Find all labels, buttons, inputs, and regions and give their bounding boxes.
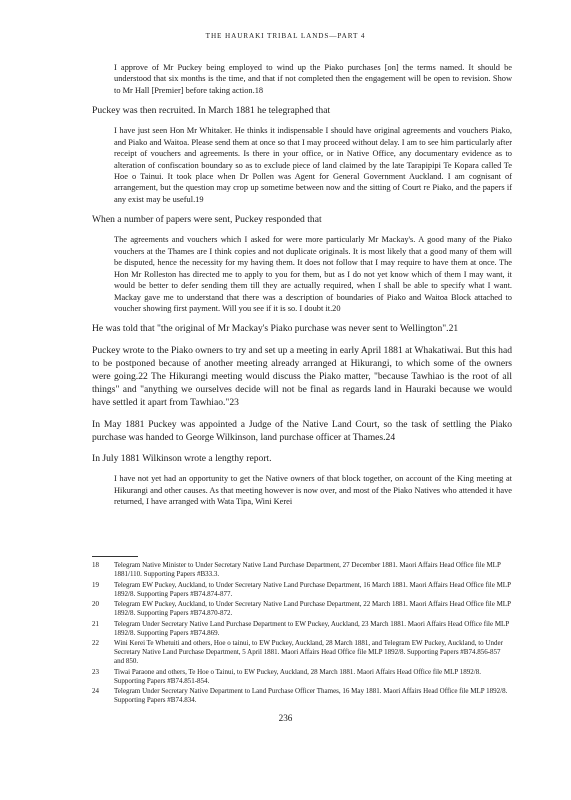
block-quote: I have just seen Hon Mr Whitaker. He thinks it indispensable I should have original agreements and vouchers Piako, and Piako and Waitoa. Please send them at once so that I may proceed without delay. I am to see him particularly after receipt of vouchers and agreements. Is there in your office, or in Native Office, any documentary evidence as to alteration of confiscation boundary so as to exclude piece of land claimed by the late Tarapipipi Te Kopara called Te Hoe o Tainui. It took place when Dr Pollen was Agent for General Government Auckland. I am cognisant of arrangement, but the question may crop up sometime between now and the sitting of Court re Piako, and the papers if any exist may be useful.19 (114, 126, 512, 204)
block-quote: The agreements and vouchers which I asked for were more particularly Mr Mackay's. A good many of the Piako vouchers at the Thames are I think copies and not duplicate originals. It is most likely that a good many of them will be disputed, hence the necessity for my having them. It does not follow that I may require to have them at once. The Hon Mr Rolleston has directed me to apply to you for them, but as I do not yet know which of them I may want, it would be better to defer sending them till they are actually required, when I shall be able to specify what I want. Mackay gave me to understand that there was a description of boundaries of Piako and Waitoa Block attached to voucher showing first payment. Will you see if it is so. I doubt it.20 (114, 235, 512, 313)
footnote (92, 687, 512, 705)
footnote (92, 561, 512, 579)
main-text (92, 62, 512, 515)
footnote-text: Telegram Under Secretary Native Department to Land Purchase Officer Thames, 16 May 1881. Maori Affairs Head Office file MLP 1892/8. Supporting Papers #B74.834. (114, 687, 508, 704)
paragraph: Puckey wrote to the Piako owners to try and set up a meeting in early April 1881 at Whakatiwai. But this had to be postponed because of another meeting already arranged at Hikurangi, to which some of the owners were going.22 The Hikurangi meeting would discuss the Piako matter, "because Tawhiao is the root of all things" and "anything we ourselves decide will not be final as regards land in Hauraki because we would have settled it apart from Tawhiao."23 (92, 344, 512, 409)
paragraph: Puckey was then recruited. In March 1881 he telegraphed that (92, 105, 331, 117)
footnotes (92, 561, 512, 707)
block-quote: I approve of Mr Puckey being employed to wind up the Piako purchases [on] the terms named. It should be understood that six months is the time, and that if not completed then the engagement will be open to revision. Show to Mr Hall [Premier] before taking action.18 (114, 63, 512, 95)
footnote-text: Telegram Native Minister to Under Secretary Native Land Purchase Department, 27 December 1881. Maori Affairs Head Office file MLP 1881/110. Supporting Papers #B33.3. (114, 561, 501, 578)
footnote-text: Telegram EW Puckey, Auckland, to Under Secretary Native Land Purchase Department, 22 March 1881. Maori Affairs Head Office file MLP 1892/8. Supporting Papers #B74.870-872. (114, 600, 511, 617)
paragraph: In May 1881 Puckey was appointed a Judge of the Native Land Court, so the task of settling the Piako purchase was handed to George Wilkinson, land purchase officer at Thames.24 (92, 418, 512, 443)
paragraph: When a number of papers were sent, Puckey responded that (92, 214, 322, 226)
footnote-text: Tiwai Paraone and others, Te Hoe o Tainui, to EW Puckey, Auckland, 28 March 1881. Maori Affairs Head Office file MLP 1892/8. Supporting Papers #B74.851-854. (114, 667, 481, 685)
footnote-number: 19 (92, 580, 99, 589)
footnote-number: 22 (92, 639, 99, 647)
paragraph: In July 1881 Wilkinson wrote a lengthy report. (92, 452, 272, 464)
footnote (92, 600, 512, 618)
footnote-number: 24 (92, 687, 99, 695)
footnote (92, 620, 512, 638)
footnote-text: Telegram Under Secretary Native Land Purchase Department to EW Puckey, Auckland, 23 March 1881. Maori Affairs Head Office file MLP 1892/8. Supporting Papers #B74.869. (114, 619, 509, 637)
footnote-divider (92, 556, 138, 557)
footnote-number: 23 (92, 667, 99, 676)
footnote-text: Wini Kerei Te Whetuiti and others, Hoe o tainui, to EW Puckey, Auckland, 28 March 1881, and Telegram EW Puckey, Auckland, to Under Secretary Native Land Purchase Department, 5 April 1881. Maori Affairs Head Office file MLP 1892/8. Supporting Papers #B74.856-857 and 850. (114, 639, 503, 665)
footnote-number: 18 (92, 561, 99, 569)
footnote-number: 20 (92, 600, 99, 608)
footnote (92, 668, 512, 686)
footnote (92, 581, 512, 599)
paragraph: He was told that "the original of Mr Mackay's Piako purchase was never sent to Wellington".21 (92, 323, 459, 335)
page-number: 236 (278, 713, 293, 723)
footnote-number: 21 (92, 619, 99, 628)
block-quote: I have not yet had an opportunity to get the Native owners of that block together, on account of the King meeting at Hikurangi and other causes. As that meeting however is now over, and most of the Piako Natives who attended it have returned, I have arranged with Wata Tipa, Wini Kerei (114, 474, 512, 506)
running-head: THE HAURAKI TRIBAL LANDS—PART 4 (205, 32, 366, 40)
footnote-text: Telegram EW Puckey, Auckland, to Under Secretary Native Land Purchase Department, 16 March 1881. Maori Affairs Head Office file MLP 1892/8. Supporting Papers #B74.874-877. (114, 580, 511, 598)
footnote (92, 639, 512, 666)
